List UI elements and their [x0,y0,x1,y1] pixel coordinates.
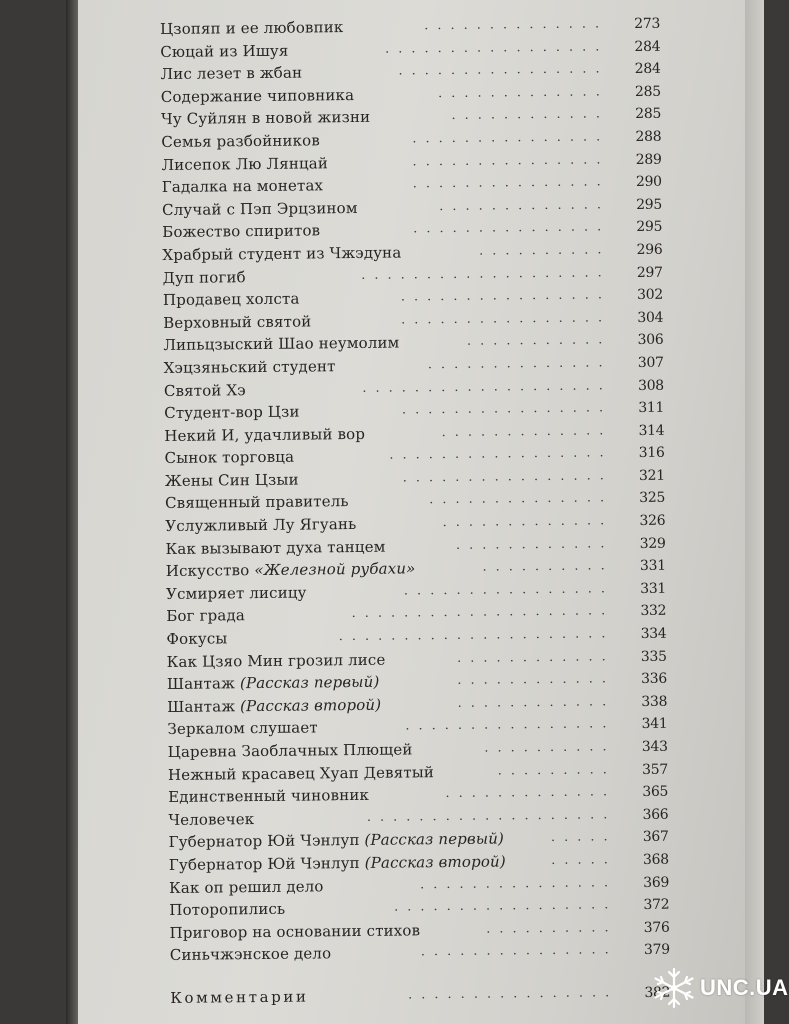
toc-entry-page-number: 335 [640,648,667,665]
toc-entry-title [164,379,246,402]
leader-dots: ............. [439,197,611,214]
toc-entry-title [161,152,328,176]
toc-entry-title-text: Как Цзяо Мин грозил лисе [166,650,386,671]
leader-dots: ................ [402,468,613,486]
toc-entry-title-text: Бог града [166,606,245,626]
toc-entry-title-text: Семья разбойников [161,131,320,151]
leader-dots: ..... [550,829,617,846]
toc-entry-title-text: Чу Суйлян в новой жизни [160,108,371,129]
toc-entry-title [167,648,386,673]
toc-entry-page-number: 329 [639,535,666,552]
toc-entry-page-number: 331 [639,557,666,575]
leader-dots: ................... [362,377,612,396]
toc-entry-page-number: 306 [637,332,664,349]
toc-entry-title-text: Поторопились [169,899,286,920]
toc-entry-title-text: Лис лезет в жбан [160,63,303,84]
leader-dots: ................ [408,985,619,1003]
leader-dots: .............. [427,355,612,373]
toc-entry-page-number: 296 [636,241,663,258]
toc-entry-page-number: 325 [639,490,666,507]
toc-entry-page-number: 284 [634,38,661,55]
toc-entry-page-number: 379 [643,942,670,959]
toc-entry-title-text: Сынок торговца [164,447,295,468]
toc-entry-page-number: 336 [641,670,668,688]
leader-dots: ............. [445,784,617,802]
toc-entry-title [169,875,324,899]
toc-entry-title-text: Гадалка на монетах [161,176,324,197]
leader-dots: ............... [412,151,610,169]
toc-entry-title [162,220,320,244]
toc-entry-page-number: 367 [642,829,669,846]
toc-entry-title [165,491,349,516]
toc-entry-page-number: 307 [637,354,664,371]
toc-entry-page-number: 338 [641,693,668,710]
toc-entry-page-number: 273 [634,15,661,33]
leader-dots: ................ [400,310,612,328]
toc-entry-page-number: 285 [634,83,661,100]
toc-entry-title-text: Дуп погиб [162,267,246,287]
commentary-title: Комментарии [170,987,309,1007]
toc-entry-page-number: 368 [642,851,669,868]
leader-dots: .............. [429,490,614,508]
toc-entry-page-number: 289 [635,151,662,168]
toc-entry-title-text: Приговор на основании стихов [169,921,421,942]
leader-dots: ............ [457,648,615,666]
toc-entry-title [168,738,413,763]
toc-entry-title-text: Единственный чиновник [168,786,370,807]
leader-dots: ............ [457,671,616,689]
leader-dots: ................. [389,445,613,463]
leader-dots: ................ [398,61,609,79]
snowflake-logo-icon [652,966,696,1010]
toc-entry-title-text: Хэцзяньский студент [163,357,336,377]
toc-entry-title [164,355,336,379]
toc-entry-subtitle: (Рассказ первый) [239,672,380,693]
toc-entry-title-text: Некий И, удачливый вор [164,424,366,445]
toc-entry-title [166,605,245,628]
toc-entry-page-number: 372 [643,896,670,914]
toc-entry-title [160,39,288,63]
leader-dots: ................... [361,264,611,283]
toc-entry-title [165,468,299,492]
toc-entry-page-number: 302 [637,286,664,304]
toc-entry-title [166,581,307,605]
toc-entry-title-text: Лисепок Лю Лянцай [161,153,329,174]
toc-entry-title [160,62,302,86]
toc-entry-page-number: 357 [641,761,668,778]
toc-entry-title [164,401,300,425]
toc-entry-title [160,16,344,41]
toc-entry-page-number: 308 [637,377,664,394]
toc-entry-page-number: 288 [635,128,662,145]
toc-entry-title [167,717,318,741]
toc-entry-title [162,241,401,266]
commentary-page-number: 382 [644,984,671,1001]
toc-entry-title [163,266,246,289]
leader-dots: ................ [400,287,612,305]
leader-dots: .................... [351,603,615,622]
leader-dots: ................ [401,400,613,418]
toc-entry-page-number: 284 [634,60,661,78]
leader-dots: ............ [455,535,614,553]
toc-entry-title-text: Как вызывают духа танцем [165,537,386,558]
leader-dots: ............. [441,422,613,440]
leader-dots: ............... [420,942,618,960]
toc-entry-page-number: 295 [636,196,663,213]
toc-entry-title [161,84,355,109]
toc-entry-page-number: 365 [642,783,669,801]
toc-entry-title [164,423,365,448]
toc-entry-title-text: Продавец холста [162,289,300,310]
toc-entry-title-text: Жены Син Цзыи [164,470,299,490]
toc-entry-subtitle: (Рассказ второй) [364,852,506,872]
toc-entry-title [166,627,227,650]
toc-entry-title [168,808,254,831]
leader-dots: .......... [484,739,616,756]
watermark-text: UNC.UA [700,975,789,1000]
toc-entry-page-number: 290 [635,173,662,191]
toc-entry-title-text: Услужливый Лу Ягуань [165,515,357,536]
leader-dots: ............ [457,694,616,711]
toc-entry-page-number: 326 [639,512,666,530]
adjacent-page-edge [745,0,764,1024]
leader-dots: ............ [451,106,610,124]
toc-entry-title-text: Цзопяп и ее любовпик [160,18,344,38]
leader-dots: ..... [551,852,617,868]
leader-dots: .......... [486,920,618,937]
toc-entry-title-text: Искусство [165,561,250,581]
toc-entry-title [167,671,380,696]
toc-entry-title [165,535,385,560]
toc-entry-page-number: 295 [636,219,663,236]
toc-entry-page-number: 343 [641,738,668,755]
toc-entry-title-text: Сюцай из Ишуя [160,41,289,61]
toc-entry-title-text: Усмиряет лисицу [165,583,307,603]
toc-entry-title [169,919,420,944]
toc-entry-title-text: Зеркалом слушает [167,718,318,739]
toc-entry-title-text: Содержание чиповника [160,85,355,106]
toc-entry-title-text: Шантаж [167,697,236,716]
toc-entry-title [163,310,311,334]
toc-entry-title-text: Студент-вор Цзи [164,402,300,423]
toc-entry-title-text: Губернатор Юй Чэнлуп [168,831,360,852]
toc-entry-title-text: Божество спиритов [162,221,321,242]
toc-entry-title-text: Синьчжэнское дело [169,944,332,965]
toc-entry-page-number: 331 [640,580,667,597]
toc-entry-page-number: 341 [641,716,668,733]
toc-entry-page-number: 366 [642,806,669,823]
toc-entry-title [163,332,399,357]
leader-dots: ..................... [338,626,615,645]
toc-entry-page-number: 321 [638,467,665,484]
toc-entry-title-text: Губернатор Юй Чэнлуп [168,853,360,874]
toc-entry-title [161,129,320,153]
toc-entry-title-text: Верховный святой [163,312,312,332]
leader-dots: ............... [420,874,618,892]
leader-dots: ........... [466,332,612,350]
toc-entry-title-text: Храбрый студент из Чжэдуна [162,243,402,264]
toc-entry-subtitle: (Рассказ первый) [364,829,505,850]
toc-entry-subtitle: (Рассказ второй) [240,695,382,716]
toc-entry-title-text: Шантаж [166,674,236,694]
toc-entry-page-number: 376 [643,919,670,936]
toc-entry-title [164,446,294,470]
toc-entry-title [167,694,381,719]
toc-entry-title-text: Как оп решил дело [169,876,324,897]
toc-entry-page-number: 314 [638,422,665,439]
leader-dots: .......... [479,242,611,259]
toc-entry-title-text: Фокусы [166,629,228,648]
toc-entry-title [163,288,300,312]
toc-entry-page-number: 297 [636,264,663,281]
toc-entry-title-text: Священный правитель [164,492,349,513]
toc-entry-title [168,761,434,786]
leader-dots: .......... [482,558,614,575]
leader-dots: ................. [393,897,618,915]
toc-entry-title-text: Нежный красавец Хуап Девятый [167,762,435,784]
leader-dots: ............. [442,513,614,531]
toc-entry-title-text: Человечек [168,809,255,829]
toc-entry-page-number: 332 [640,603,667,620]
toc-entry-title [168,784,369,809]
toc-entry-page-number: 311 [638,399,665,417]
leader-dots: ................. [385,38,609,57]
toc-entry-page-number: 316 [638,445,665,462]
leader-dots: ............... [413,219,611,237]
toc-entry-title [170,943,332,967]
toc-entry-title [165,513,356,538]
toc-entry-page-number: 304 [637,309,664,326]
toc-entry-page-number: 334 [640,625,667,643]
toc-entry-page-number: 285 [635,106,662,123]
toc-entry-subtitle: «Железной рубахи» [254,559,416,580]
leader-dots: ............... [412,174,610,192]
toc-entry-title [162,197,358,222]
toc-entry-title [166,558,416,583]
leader-dots: ................ [405,716,616,734]
toc-entry-title-text: Царевна Заоблачных Плющей [167,740,413,761]
leader-dots: ............. [437,84,609,101]
toc-entry-title-text: Случай с Пэп Эрцзином [161,198,358,219]
toc-entry-title [169,898,285,922]
leader-dots: ................ [403,581,615,599]
watermark [652,966,789,1010]
leader-dots: ............... [412,129,610,147]
leader-dots: .............. [424,16,609,34]
toc-entry-title [161,106,370,131]
table-of-contents [160,13,670,1010]
leader-dots: ......... [497,761,616,779]
leader-dots: ................... [366,807,617,825]
toc-entry-page-number: 369 [643,874,670,891]
toc-entry-title-text: Святой Хэ [163,380,246,400]
toc-entry-title-text: Липьцзыский Шао неумолим [163,333,400,355]
toc-entry-title [162,174,324,198]
